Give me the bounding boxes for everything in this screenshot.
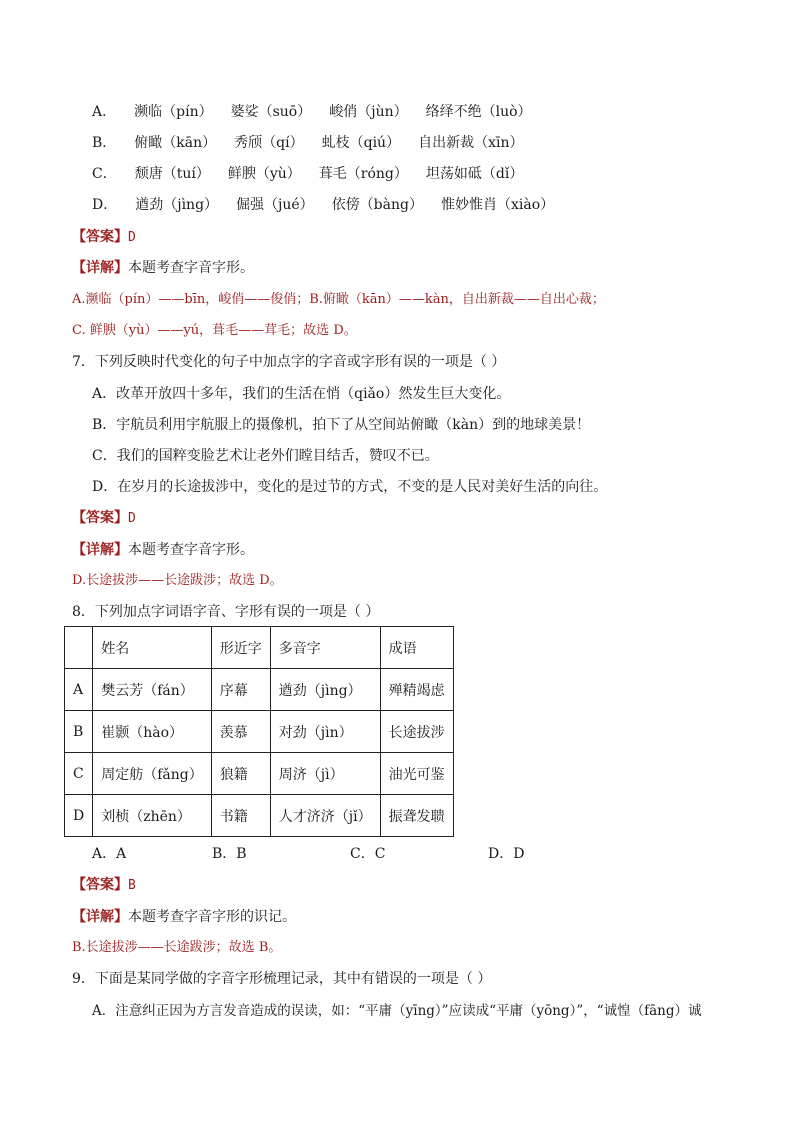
table-cell: B xyxy=(65,711,93,753)
q6-detail-line1: A.濒临（pín）——bīn，峻俏——俊俏；B.俯瞰（kān）——kàn，自出新裁——自出心裁； xyxy=(72,292,605,307)
q6-answer: 【答案】D xyxy=(72,229,136,245)
q8-table xyxy=(64,626,454,837)
choice-b: B．B xyxy=(212,846,247,862)
q7-option-d: D．在岁月的长途拔涉中，变化的是过节的方式，不变的是人民对美好生活的向往。 xyxy=(92,479,608,495)
table-cell: 序幕 xyxy=(211,669,270,711)
table-cell: 油光可鉴 xyxy=(380,753,453,795)
table-cell: 樊云芳（fán） xyxy=(93,669,212,711)
q8-detail-line1: B.长途拔涉——长途跋涉；故选 B。 xyxy=(72,940,282,955)
choice-a: A．A xyxy=(92,846,127,862)
table-cell: 振聋发聩 xyxy=(380,795,453,837)
q7-stem: 7．下列反映时代变化的句子中加点字的字音或字形有误的一项是（ ） xyxy=(72,354,506,370)
table-header-row xyxy=(65,627,454,669)
q7-detail: 【详解】本题考查字音字形。 xyxy=(72,542,254,558)
table-cell: D xyxy=(65,795,93,837)
q8-answer: 【答案】B xyxy=(72,877,136,893)
q6-detail-line2: C. 鲜腴（yù）——yú，葺毛——茸毛；故选 D。 xyxy=(72,323,357,338)
q7-option-c: C．我们的国粹变脸艺术让老外们瞠目结舌，赞叹不已。 xyxy=(92,448,439,464)
table-cell: 长途拔涉 xyxy=(380,711,453,753)
q9-option-a: A．注意纠正因为方言发音造成的误读，如：“平庸（yīng）”应读成“平庸（yōng）”，“诚惶（fāng）诚 xyxy=(92,1003,702,1019)
table-cell: 周定舫（fǎng） xyxy=(93,753,212,795)
choice-c: C．C xyxy=(350,846,386,862)
table-cell: 殚精竭虑 xyxy=(380,669,453,711)
q8-detail: 【详解】本题考查字音字形的识记。 xyxy=(72,909,296,925)
table-cell: C xyxy=(65,753,93,795)
table-cell: 人才济济（jǐ） xyxy=(270,795,380,837)
q7-option-a: A．改革开放四十多年，我们的生活在悄（qiǎo）然发生巨大变化。 xyxy=(92,386,511,402)
table-row xyxy=(65,669,454,711)
q8-stem: 8．下列加点字词语字音、字形有误的一项是（ ） xyxy=(72,604,380,620)
table-cell: 遒劲（jìng） xyxy=(270,669,380,711)
option-letter: A． xyxy=(92,104,117,120)
q8-choices xyxy=(92,844,524,864)
q6-option-b: B． 俯瞰（kān） 秀颀（qí） 虬枝（qiú） 自出新裁（xīn） xyxy=(92,135,524,151)
table-cell: 崔颢（hào） xyxy=(93,711,212,753)
q6-detail: 【详解】本题考查字音字形。 xyxy=(72,260,254,276)
q7-answer: 【答案】D xyxy=(72,510,136,526)
table-cell: 刘桢（zhēn） xyxy=(93,795,212,837)
q9-stem: 9．下面是某同学做的字音字形梳理记录，其中有错误的一项是（ ） xyxy=(72,971,492,987)
q6-option-d: D． 遒劲（jìng） 倔强（jué） 依傍（bàng） 惟妙惟肖（xiào） xyxy=(92,197,555,213)
table-row xyxy=(65,753,454,795)
table-cell: 周济（jì） xyxy=(270,753,380,795)
table-cell: 羡慕 xyxy=(211,711,270,753)
table-header-cell: 多音字 xyxy=(270,627,380,669)
table-row xyxy=(65,711,454,753)
choice-d: D．D xyxy=(488,846,525,862)
table-cell: 书籍 xyxy=(211,795,270,837)
table-row xyxy=(65,795,454,837)
q6-option-c: C． 颓唐（tuí） 鲜腴（yù） 葺毛（róng） 坦荡如砥（dǐ） xyxy=(92,166,524,182)
table-header-cell xyxy=(65,627,93,669)
table-header-cell: 形近字 xyxy=(211,627,270,669)
q6-option-a: A． 濒临（pín） 婆娑（suō） 峻俏（jùn） 络绎不绝（luò） xyxy=(92,104,532,120)
table-cell: A xyxy=(65,669,93,711)
q7-option-b: B．宇航员利用宇航服上的摄像机，拍下了从空间站俯瞰（kàn）到的地球美景！ xyxy=(92,417,591,433)
table-cell: 狼籍 xyxy=(211,753,270,795)
table-cell: 对劲（jìn） xyxy=(270,711,380,753)
table-header-cell: 姓名 xyxy=(93,627,212,669)
table-header-cell: 成语 xyxy=(380,627,453,669)
q7-detail-line1: D.长途拔涉——长途跋涉；故选 D。 xyxy=(72,573,283,588)
